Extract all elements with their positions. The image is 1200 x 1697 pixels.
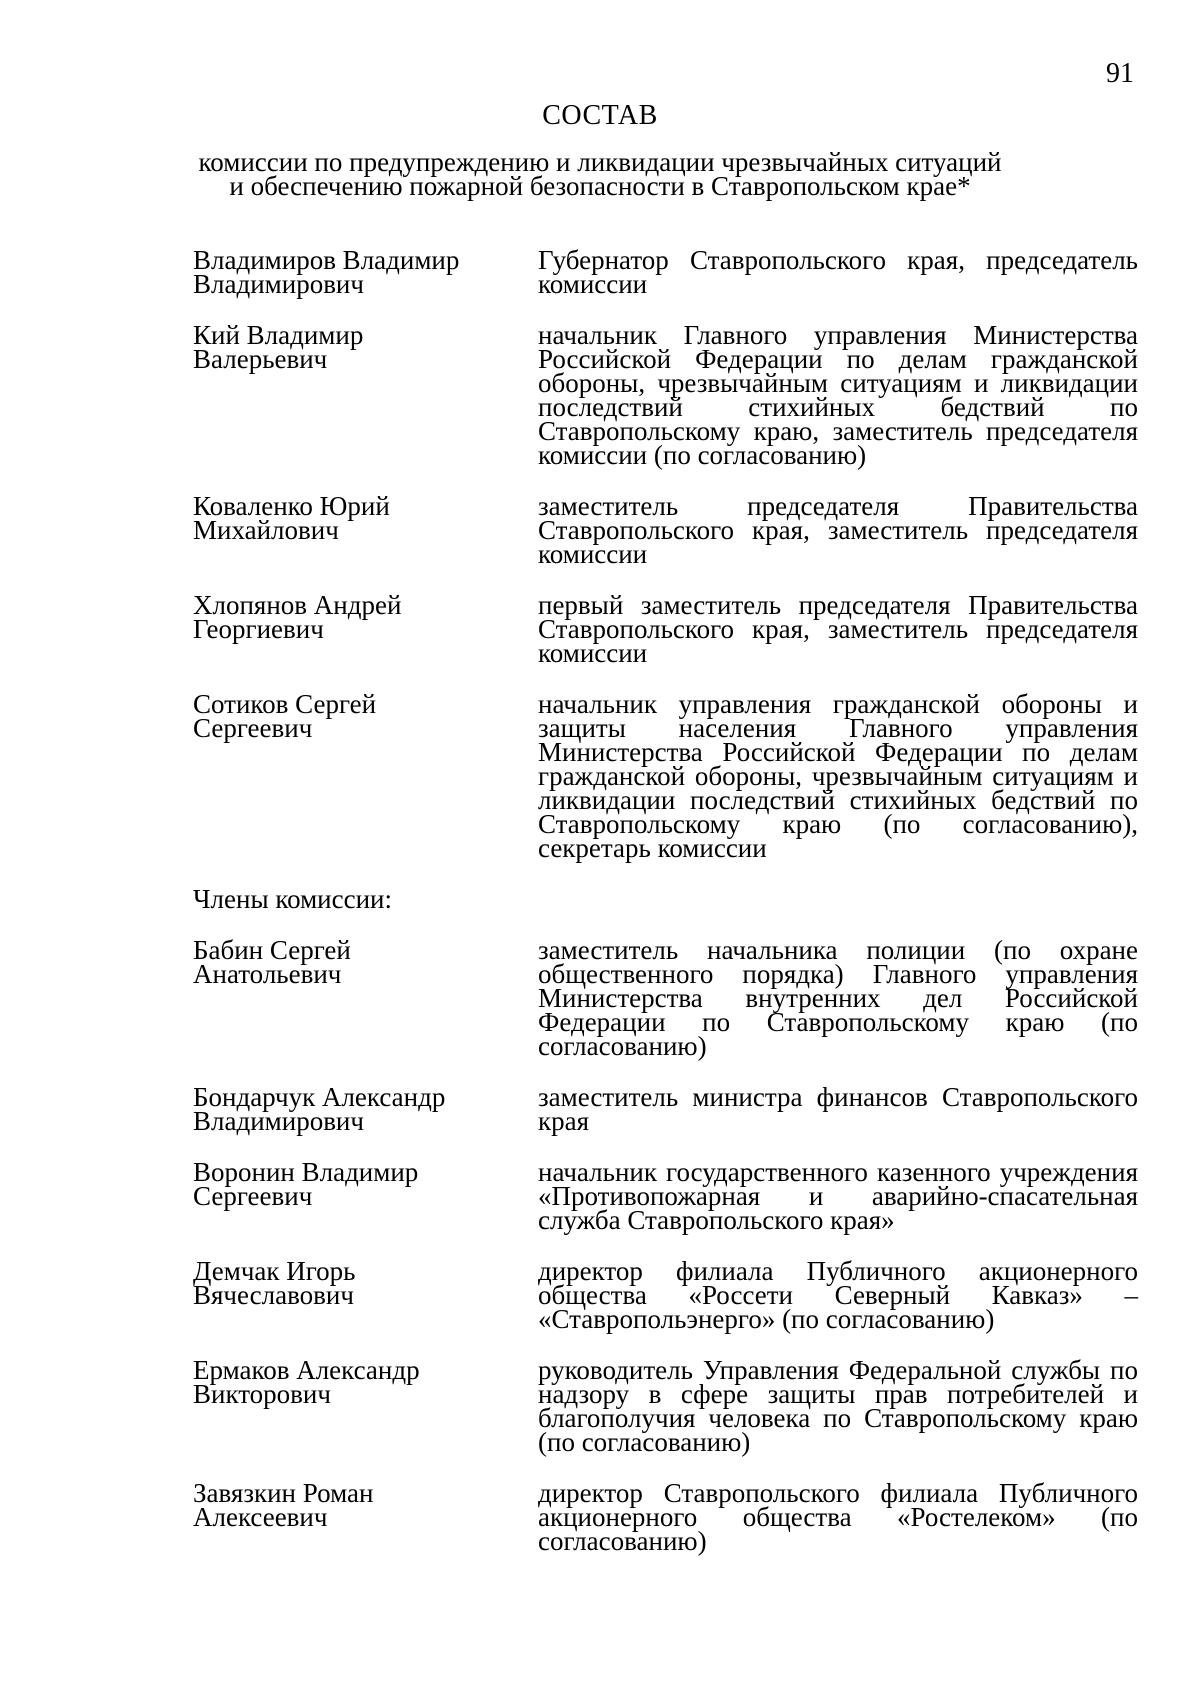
member-row [193,689,1138,863]
member-role: директор Ставропольского филиала Публичного акционерного общества «Ростелеком» (по согласованию) [538,1478,1138,1556]
member-row [193,1355,1138,1457]
member-role: начальник управления гражданской обороны и защиты населения Главного управления Министерства Российской Федерации по делам гражданской обороны, чрезвычайным ситуациям и ликвидации последствий стихийных бедствий по Ставропольскому краю (по согласованию), секретарь комиссии [538,689,1138,863]
member-row [193,1478,1138,1556]
member-surname-line: Владимиров Владимир [193,245,460,275]
subtitle-line: и обеспечению пожарной безопасности в Ставропольском крае* [229,171,971,201]
member-name [193,1157,538,1211]
commission-list [193,245,1138,1580]
member-patronymic-line: Владимирович [193,1106,364,1136]
member-role: директор филиала Публичного акционерного общества «Россети Северный Кавказ» – «Ставропольэнерго» (по согласованию) [538,1256,1138,1334]
member-name [193,689,538,743]
member-row [193,590,1138,668]
member-surname-line: Бондарчук Александр [193,1082,446,1112]
member-surname-line: Воронин Владимир [193,1157,419,1187]
member-name [193,935,538,989]
member-name [193,1355,538,1409]
member-patronymic-line: Анатольевич [193,959,342,989]
member-surname-line: Кий Владимир [193,320,364,350]
member-row [193,1256,1138,1334]
document-title: СОСТАВ [542,100,658,131]
member-surname-line: Демчак Игорь [193,1256,356,1286]
member-patronymic-line: Викторович [193,1379,331,1409]
member-role: первый заместитель председателя Правительства Ставропольского края, заместитель председателя комиссии [538,590,1138,668]
member-patronymic-line: Сергеевич [193,713,313,743]
member-name [193,1082,538,1136]
member-patronymic-line: Сергеевич [193,1181,313,1211]
member-surname-line: Коваленко Юрий [193,491,390,521]
member-patronymic-line: Георгиевич [193,614,324,644]
member-patronymic-line: Алексеевич [193,1502,328,1532]
member-name [193,590,538,644]
member-patronymic-line: Владимирович [193,269,364,299]
member-role: начальник государственного казенного учреждения «Противопожарная и аварийно-спасательная служба Ставропольского края» [538,1157,1138,1235]
member-name [193,320,538,374]
member-name [193,1256,538,1310]
member-row [193,1082,1138,1136]
member-patronymic-line: Валерьевич [193,344,328,374]
subtitle-line: комиссии по предупреждению и ликвидации чрезвычайных ситуаций [198,147,1002,177]
member-surname-line: Ермаков Александр [193,1355,420,1385]
page-number: 91 [1106,58,1134,89]
member-role: заместитель председателя Правительства Ставропольского края, заместитель председателя комиссии [538,491,1138,569]
member-row [193,1157,1138,1235]
member-role: руководитель Управления Федеральной службы по надзору в сфере защиты прав потребителей и благополучия человека по Ставропольскому краю (по согласованию) [538,1355,1138,1457]
member-surname-line: Хлопянов Андрей [193,590,402,620]
member-row [193,935,1138,1061]
member-surname-line: Бабин Сергей [193,935,351,965]
member-role: Губернатор Ставропольского края, председатель комиссии [538,245,1138,299]
member-patronymic-line: Михайлович [193,515,339,545]
member-patronymic-line: Вячеславович [193,1280,354,1310]
member-role: заместитель начальника полиции (по охране общественного порядка) Главного управления Министерства внутренних дел Российской Федерации по Ставропольскому краю (по согласованию) [538,935,1138,1061]
member-name [193,245,538,299]
member-role: начальник Главного управления Министерства Российской Федерации по делам гражданской обороны, чрезвычайным ситуациям и ликвидации последствий стихийных бедствий по Ставропольскому краю, заместитель председателя комиссии (по согласованию) [538,320,1138,470]
member-role: заместитель министра финансов Ставропольского края [538,1082,1138,1136]
member-surname-line: Сотиков Сергей [193,689,377,719]
member-name [193,1478,538,1532]
document-subtitle [100,147,1100,201]
member-row [193,320,1138,470]
members-section-label: Члены комиссии: [193,884,392,914]
member-name [193,491,538,545]
member-row [193,491,1138,569]
member-surname-line: Завязкин Роман [193,1478,374,1508]
member-row [193,245,1138,299]
